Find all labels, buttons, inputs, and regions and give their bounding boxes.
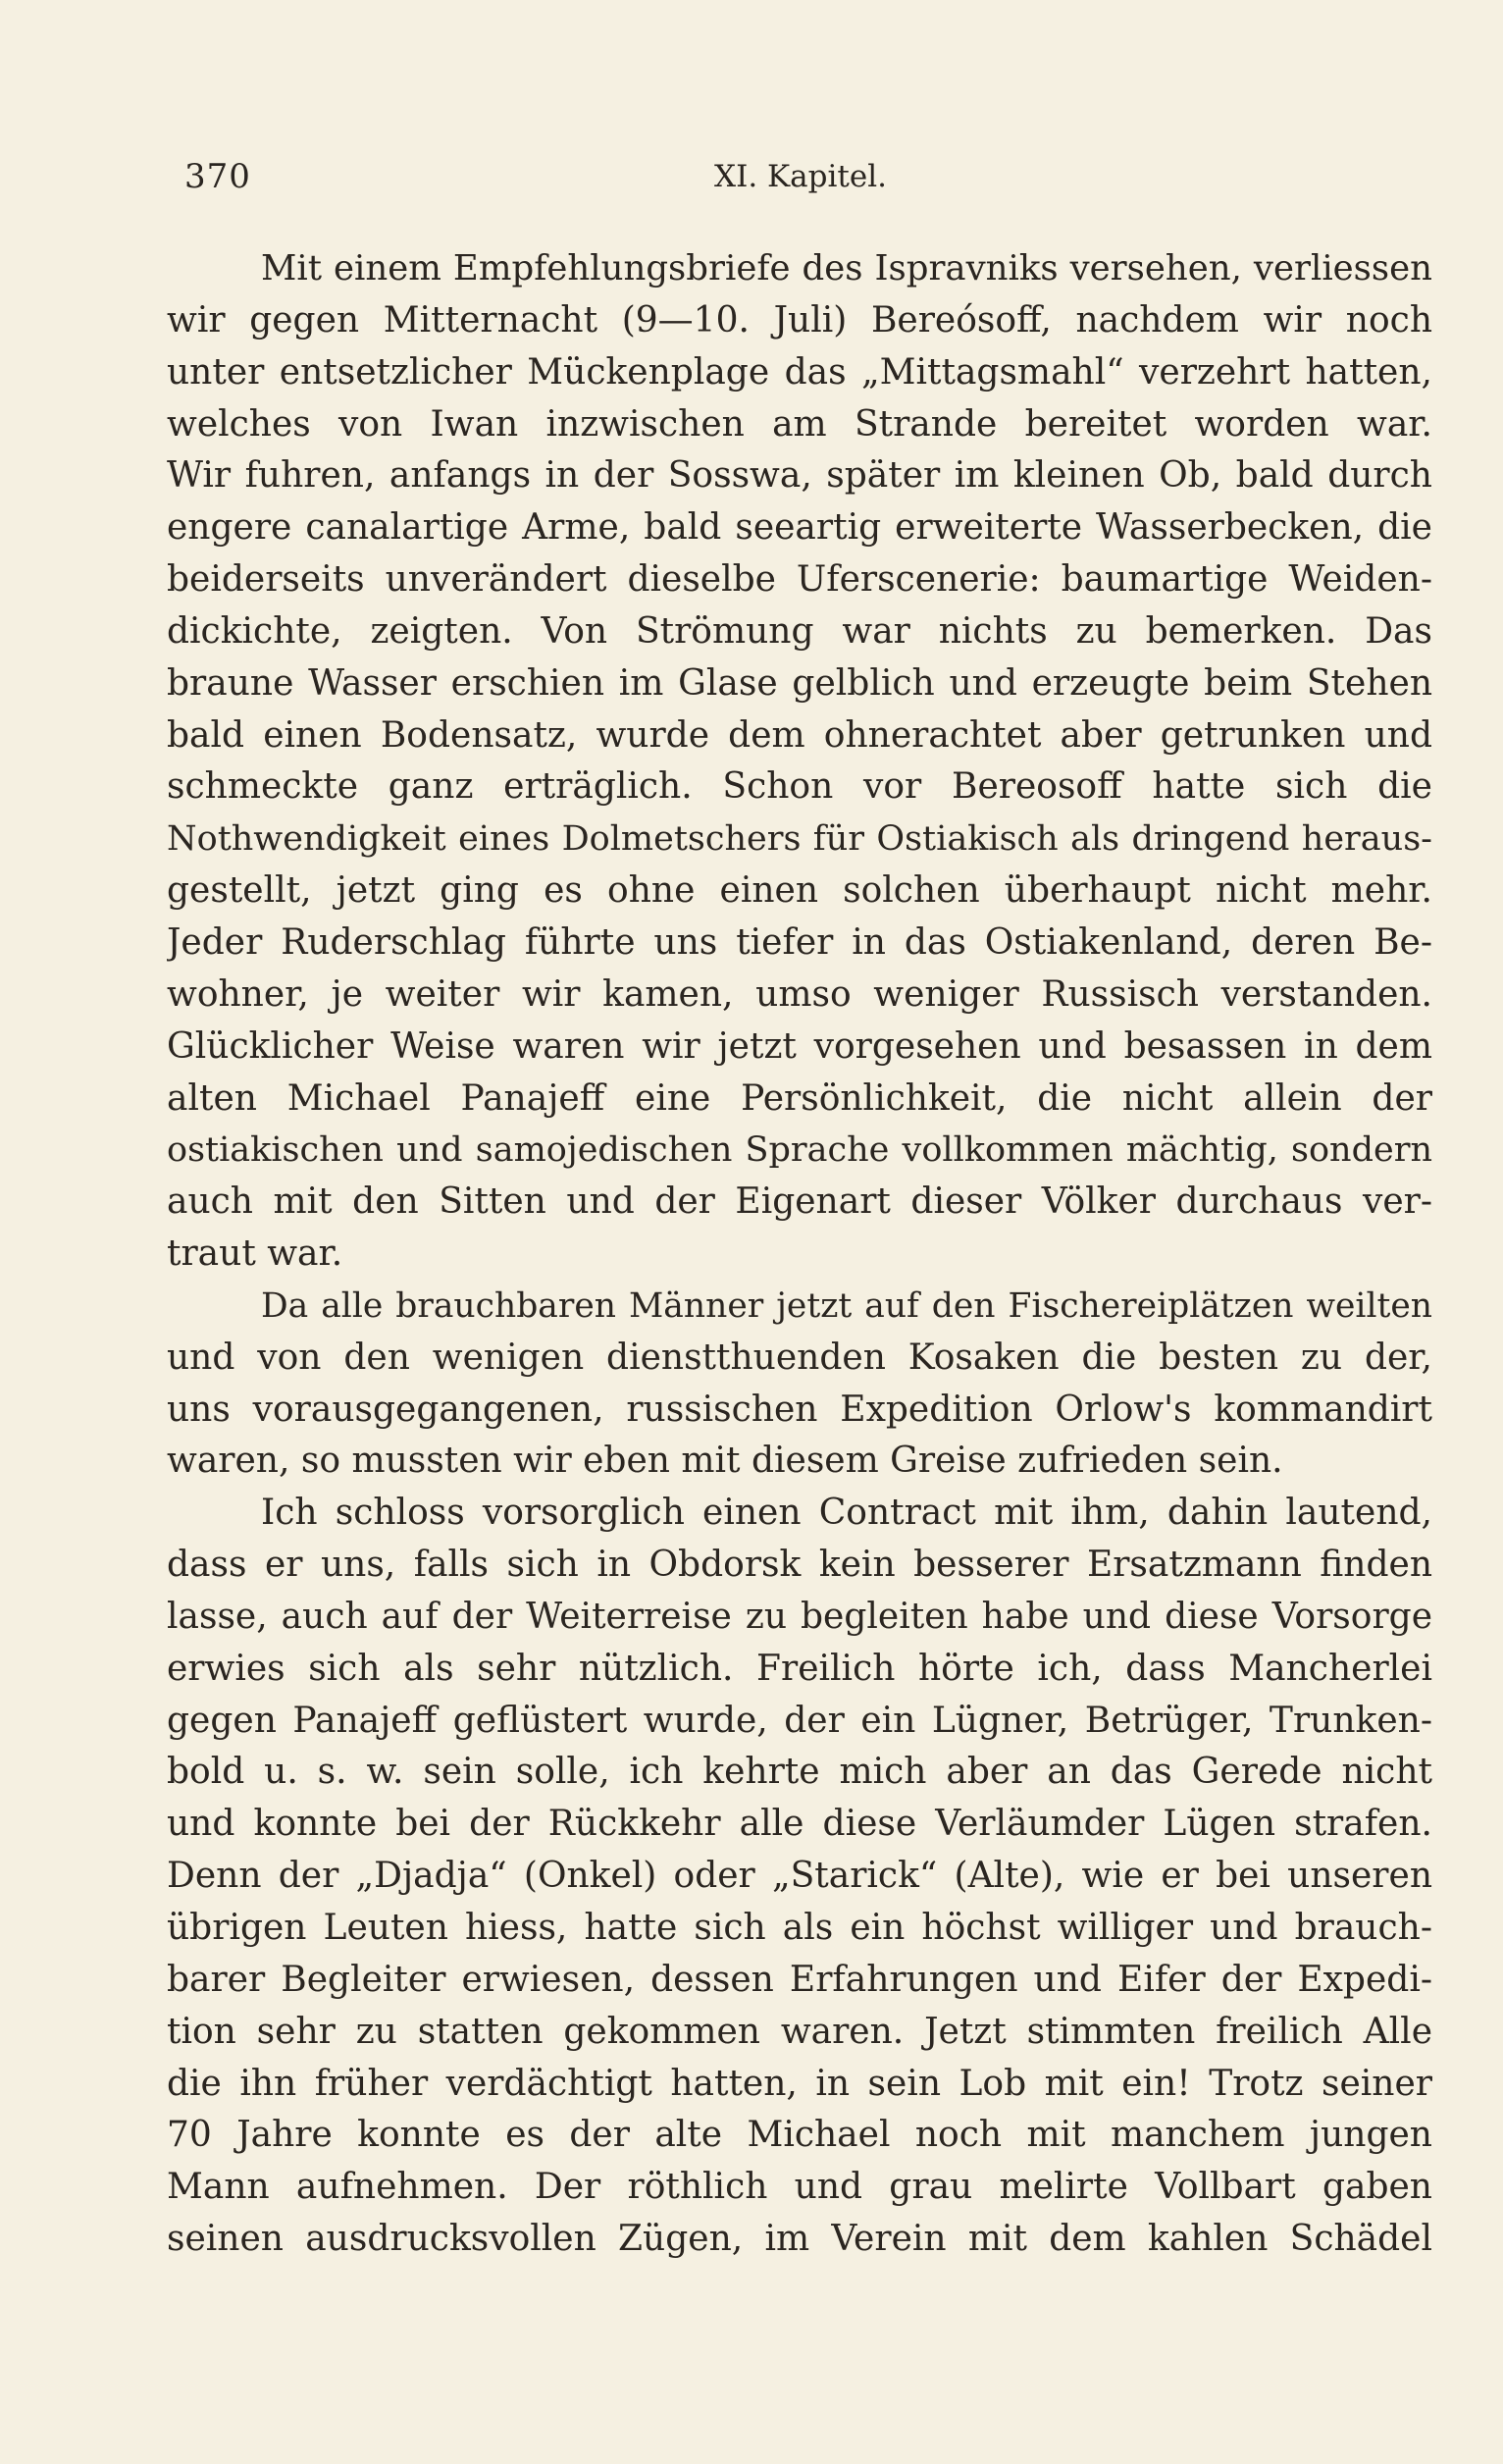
text-line: übrigen Leuten hiess, hatte sich als ein höchst williger und brauch-	[167, 1908, 1432, 1948]
text-line: bald einen Bodensatz, wurde dem ohnerachtet aber getrunken und	[167, 714, 1432, 756]
text-line: wir gegen Mitternacht (9—10. Juli) Bereósoff, nachdem wir noch	[167, 299, 1432, 341]
text-line: Nothwendigkeit eines Dolmetschers für Ostiakisch als dringend heraus-	[167, 819, 1432, 860]
text-line: waren, so mussten wir eben mit diesem Greise zufrieden sein.	[167, 1441, 1283, 1482]
text-line: Da alle brauchbaren Männer jetzt auf den Fischereiplätzen weilten	[261, 1285, 1432, 1326]
text-line: Glücklicher Weise waren wir jetzt vorgesehen und besassen in dem	[167, 1025, 1432, 1067]
text-line: die ihn früher verdächtigt hatten, in sein Lob mit ein! Trotz seiner	[167, 2063, 1432, 2104]
text-line: uns vorausgegangenen, russischen Expedition Orlow's kommandirt	[167, 1389, 1432, 1430]
text-line: Denn der „Djadja“ (Onkel) oder „Starick“ (Alte), wie er bei unseren	[167, 1856, 1432, 1897]
text-line: 70 Jahre konnte es der alte Michael noch mit manchem jungen	[167, 2115, 1432, 2156]
text-line: braune Wasser erschien im Glase gelblich und erzeugte beim Stehen	[167, 662, 1432, 704]
page-number: 370	[184, 157, 251, 196]
text-line: dass er uns, falls sich in Obdorsk kein besserer Ersatzmann finden	[167, 1545, 1432, 1586]
text-line: dickichte, zeigten. Von Strömung war nichts zu bemerken. Das	[167, 610, 1432, 652]
text-line: schmeckte ganz erträglich. Schon vor Bereosoff hatte sich die	[167, 766, 1432, 808]
text-line: Mit einem Empfehlungsbriefe des Ispravniks versehen, verliessen	[261, 248, 1432, 288]
text-line: erwies sich als sehr nützlich. Freilich hörte ich, dass Mancherlei	[167, 1648, 1432, 1689]
text-line: welches von Iwan inzwischen am Strande bereitet worden war.	[167, 403, 1432, 445]
text-line: Jeder Ruderschlag führte uns tiefer in das Ostiakenland, deren Be-	[167, 921, 1432, 963]
body-text	[167, 243, 1432, 2266]
text-line: unter entsetzlicher Mückenplage das „Mittagsmahl“ verzehrt hatten,	[167, 351, 1432, 393]
text-line: traut war.	[167, 1233, 343, 1275]
chapter-title: XI. Kapitel.	[714, 159, 887, 194]
text-line: beiderseits unverändert dieselbe Uferscenerie: baumartige Weiden-	[167, 559, 1432, 601]
text-line: seinen ausdrucksvollen Zügen, im Verein mit dem kahlen Schädel	[167, 2219, 1432, 2260]
text-line: bold u. s. w. sein solle, ich kehrte mich aber an das Gerede nicht	[167, 1752, 1432, 1793]
running-head	[184, 157, 1432, 206]
text-line: auch mit den Sitten und der Eigenart dieser Völker durchaus ver-	[167, 1181, 1432, 1223]
text-line: und konnte bei der Rückkehr alle diese Verläumder Lügen strafen.	[167, 1804, 1432, 1845]
text-line: ostiakischen und samojedischen Sprache vollkommen mächtig, sondern	[167, 1130, 1432, 1171]
text-line: gegen Panajeff geflüstert wurde, der ein Lügner, Betrüger, Trunken-	[167, 1700, 1432, 1741]
text-line: gestellt, jetzt ging es ohne einen solchen überhaupt nicht mehr.	[167, 870, 1432, 912]
text-line: Wir fuhren, anfangs in der Sosswa, später im kleinen Ob, bald durch	[167, 455, 1432, 497]
text-line: wohner, je weiter wir kamen, umso weniger Russisch verstanden.	[167, 973, 1432, 1015]
text-line: lasse, auch auf der Weiterreise zu begleiten habe und diese Vorsorge	[167, 1596, 1432, 1637]
text-line: Mann aufnehmen. Der röthlich und grau melirte Vollbart gaben	[167, 2167, 1432, 2208]
text-line: alten Michael Panajeff eine Persönlichkeit, die nicht allein der	[167, 1077, 1432, 1119]
text-line: Ich schloss vorsorglich einen Contract mit ihm, dahin lautend,	[261, 1493, 1432, 1534]
text-line: tion sehr zu statten gekommen waren. Jetzt stimmten freilich Alle	[167, 2011, 1432, 2052]
text-line: barer Begleiter erwiesen, dessen Erfahrungen und Eifer der Expedi-	[167, 1959, 1432, 2000]
text-line: engere canalartige Arme, bald seeartig erweiterte Wasserbecken, die	[167, 507, 1432, 549]
text-line: und von den wenigen dienstthuenden Kosaken die besten zu der,	[167, 1337, 1432, 1378]
